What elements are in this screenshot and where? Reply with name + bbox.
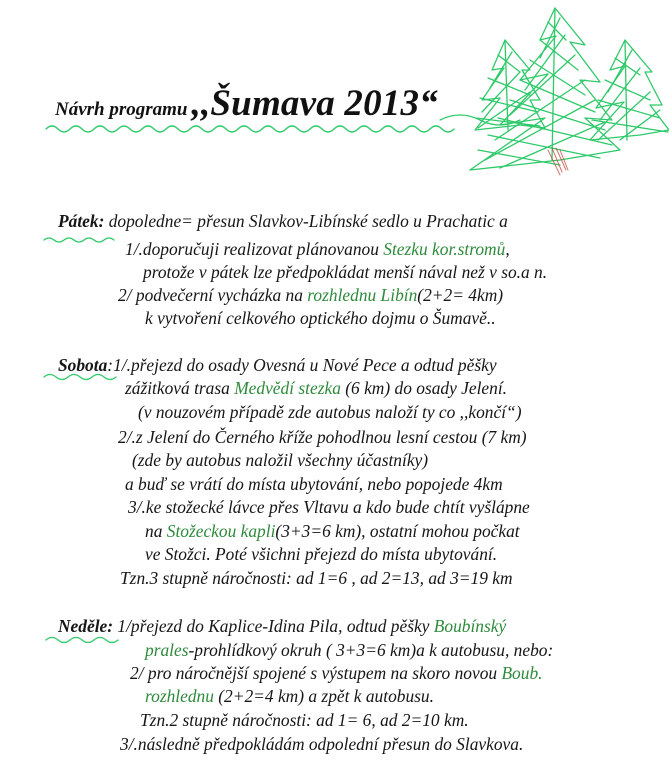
boubinsky-prales-link: Boubínský	[433, 616, 507, 636]
patek-line-3: protože v pátek lze předpokládat menší nával než v so.a n.	[143, 262, 548, 282]
nedele-line-1: Neděle: 1/přejezd do Kaplice-Idina Pila, odtud pěšky Boubínský	[58, 616, 507, 636]
patek-line-4: 2/ podvečerní vycházka na rozhlednu Libín(2+2= 4km)	[118, 285, 504, 305]
nedele-line-5: Tzn.2 stupně náročnosti: ad 1= 6, ad 2=10 km.	[140, 710, 469, 730]
patek-line-1: Pátek: dopoledne= přesun Slavkov-Libínské sedlo u Prachatic a	[58, 211, 508, 231]
sobota-label: Sobota	[58, 355, 108, 375]
patek-line-2: 1/.doporučuji realizovat plánovanou Stezku kor.stromů,	[125, 239, 510, 259]
sobota-line-5: (zde by autobus naložil všechny účastníky)	[132, 450, 429, 470]
rozhledna-libin-link: rozhlednu Libín	[307, 285, 418, 305]
stezka-korunami-stromu-link: Stezku kor.stromů	[383, 239, 506, 259]
medvedi-stezka-link: Medvědí stezka	[234, 378, 341, 398]
title-main: ,,Šumava 2013“	[191, 83, 438, 124]
sobota-line-10: Tzn.3 stupně náročnosti: ad 1=6 , ad 2=13, ad 3=19 km	[120, 568, 513, 588]
sobota-line-8: na Stožeckou kapli(3+3=6 km), ostatní mohou počkat	[145, 521, 520, 541]
sobota-line-1: Sobota:1/.přejezd do osady Ovesná u Nové Pece a odtud pěšky	[58, 355, 497, 375]
nedele-line-2: prales-prohlídkový okruh ( 3+3=6 km)a k autobusu, nebo:	[145, 640, 554, 660]
sobota-line-3: (v nouzovém případě zde autobus naloží ty co ,,končí“)	[138, 402, 522, 422]
stozecka-kaple-link: Stožeckou kapli	[166, 521, 276, 541]
sobota-line-2: zážitková trasa Medvědí stezka (6 km) do osady Jelení.	[125, 378, 508, 398]
nedele-label: Neděle:	[58, 616, 114, 636]
nedele-line-3: 2/ pro náročnější spojené s výstupem na skoro novou Boub.	[130, 663, 543, 683]
nedele-line-6: 3/.následně předpokládám odpolední přesun do Slavkova.	[120, 734, 524, 754]
sobota-line-6: a buď se vrátí do místa ubytování, nebo popojede 4km	[125, 474, 503, 494]
title-prefix: Návrh programu	[55, 99, 188, 120]
sobota-line-4: 2/.z Jelení do Černého kříže pohodlnou lesní cestou (7 km)	[118, 427, 527, 447]
patek-label: Pátek:	[58, 211, 105, 231]
patek-line-5: k vytvoření celkového optického dojmu o Šumavě..	[145, 308, 496, 328]
nedele-line-4: rozhlednu (2+2=4 km) a zpět k autobusu.	[145, 686, 434, 706]
sobota-line-7: 3/.ke stožecké lávce přes Vltavu a kdo bude chtít vyšlápne	[128, 497, 530, 517]
page-title	[55, 82, 438, 125]
boubinska-rozhledna-link: Boub.	[501, 663, 543, 683]
sobota-line-9: ve Stožci. Poté všichni přejezd do místa ubytování.	[145, 544, 498, 564]
